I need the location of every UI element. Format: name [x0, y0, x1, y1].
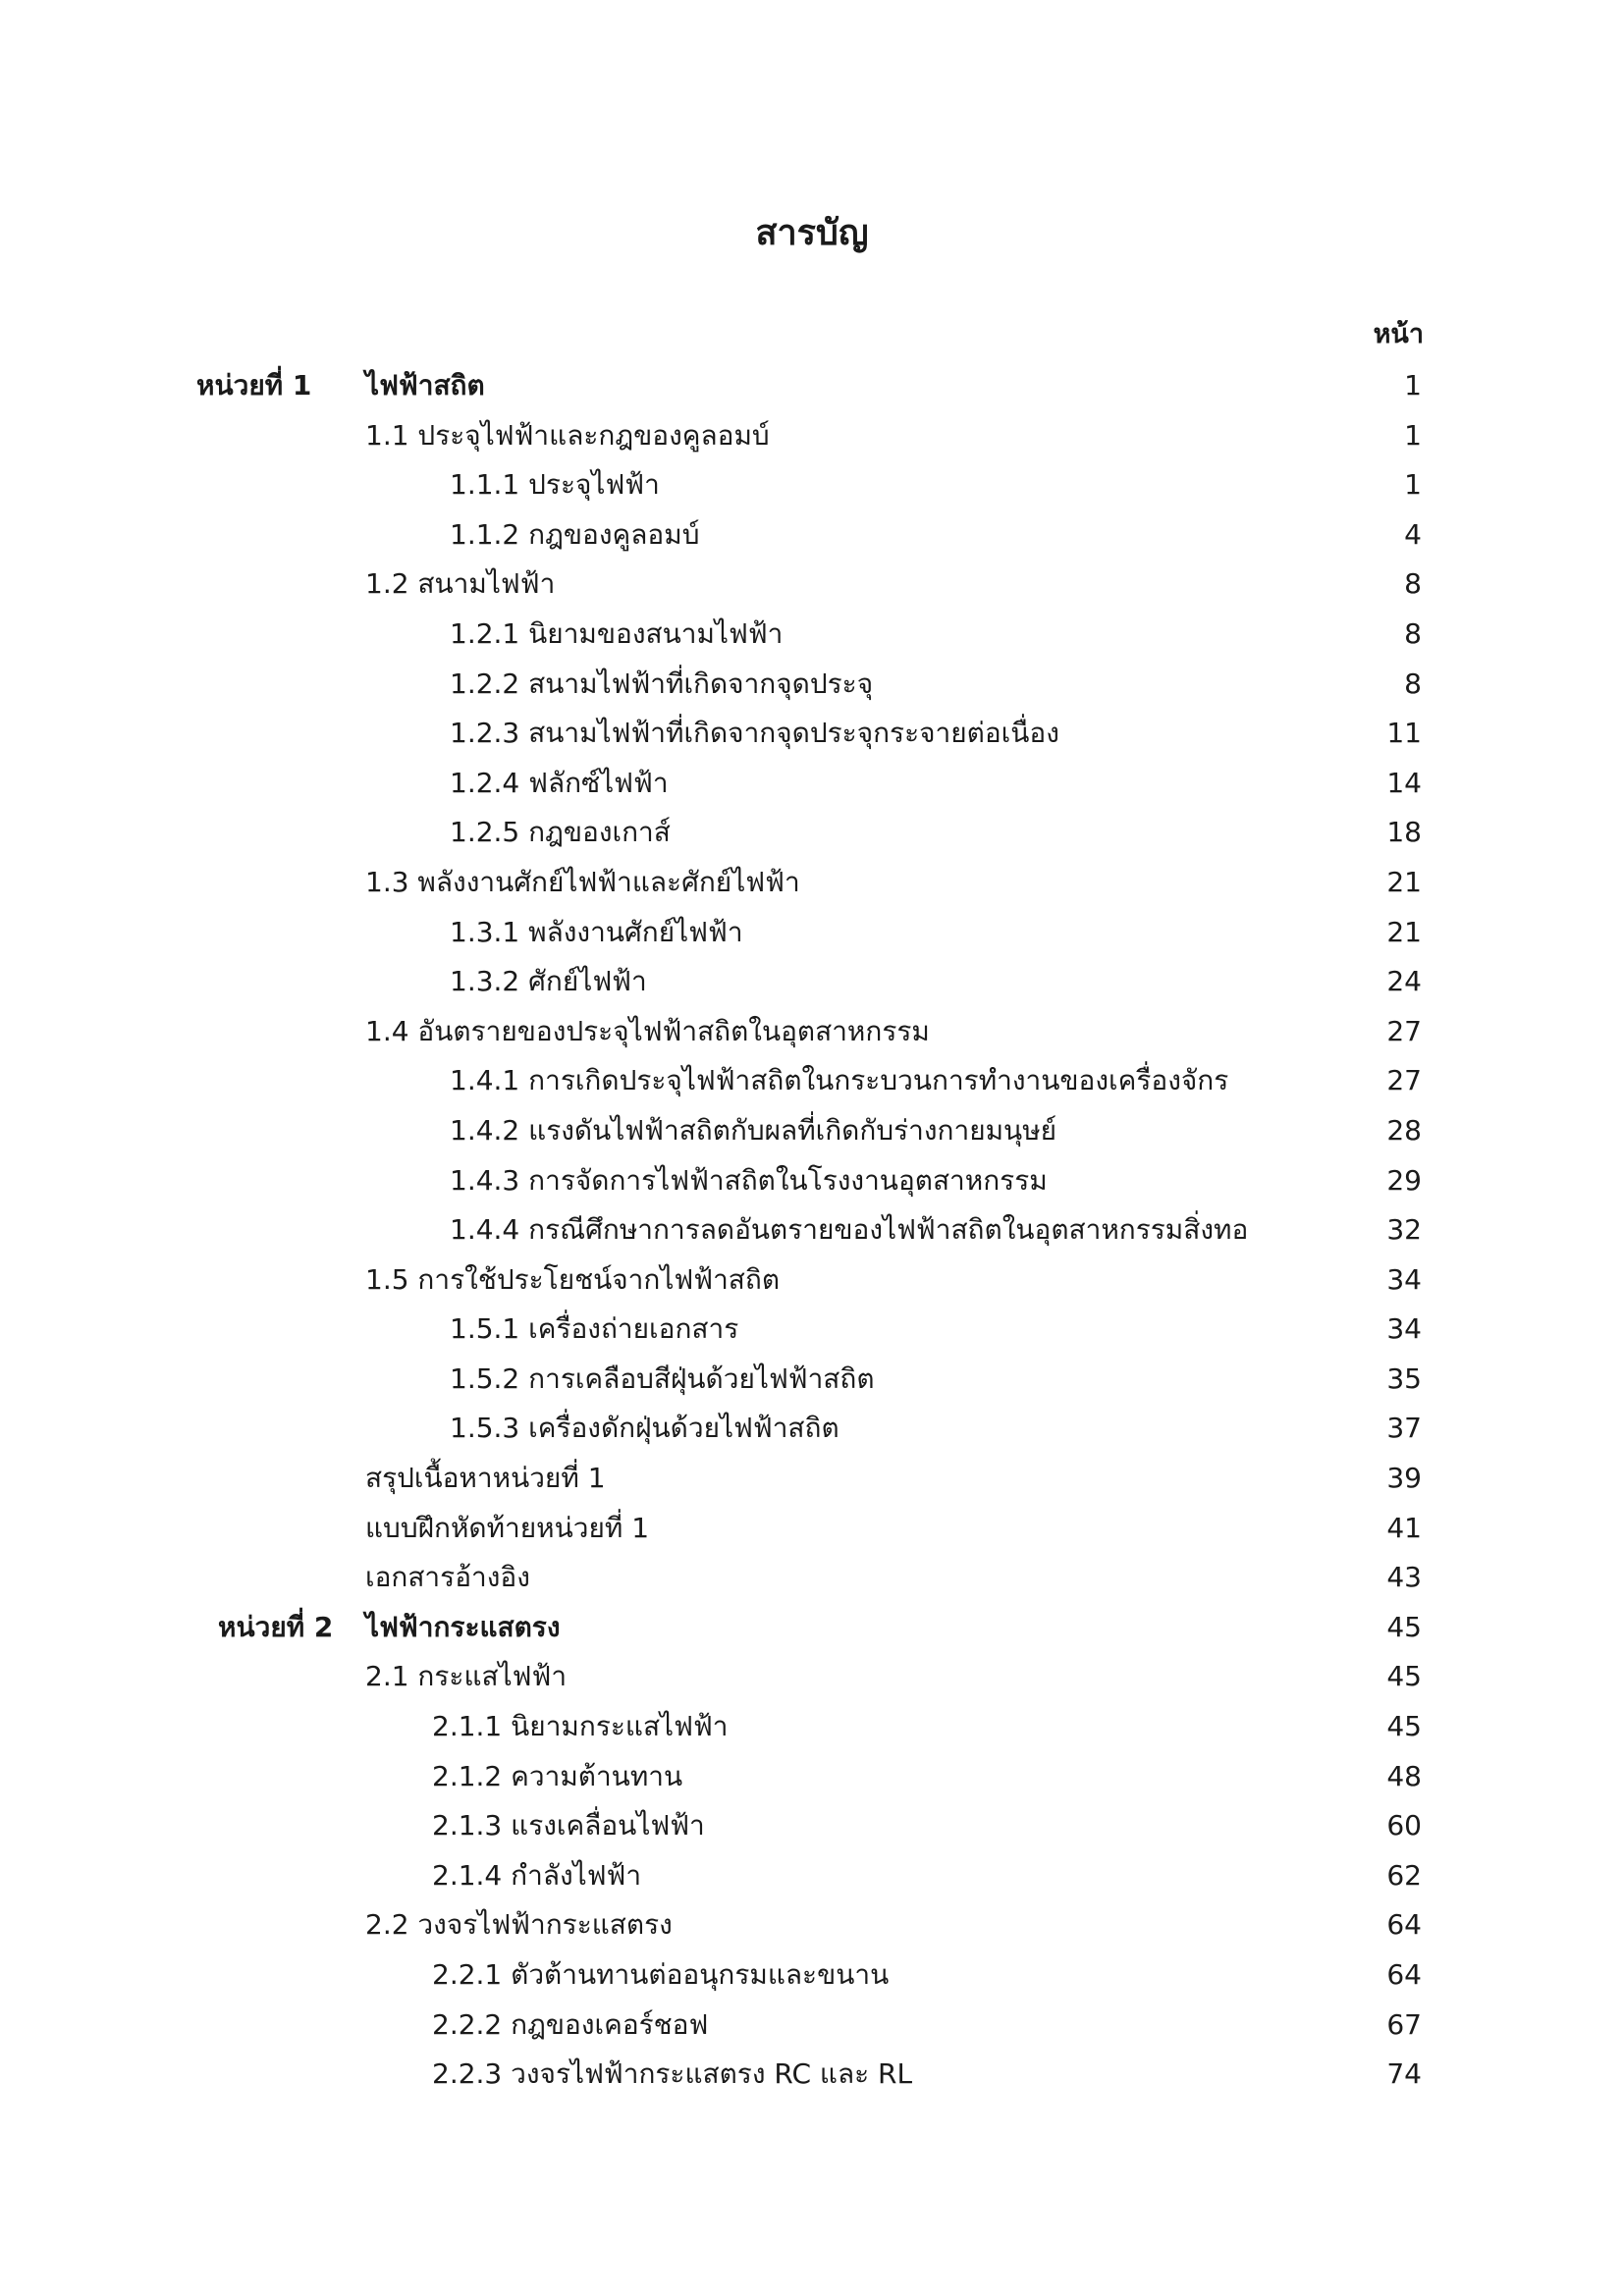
table-of-contents — [0, 361, 1624, 2100]
toc-entry-label: 1.2.1 นิยามของสนามไฟฟ้า — [450, 616, 784, 650]
toc-page-number: 8 — [1404, 567, 1422, 601]
toc-page-number: 28 — [1386, 1113, 1422, 1147]
toc-page-number: 45 — [1386, 1610, 1422, 1643]
toc-page-number: 1 — [1404, 418, 1422, 452]
toc-page-number: 4 — [1404, 517, 1422, 551]
toc-entry-row — [0, 2050, 1624, 2100]
toc-page-number: 21 — [1386, 865, 1422, 898]
toc-unit-number: หน่วยที่ 2 — [218, 1610, 334, 1643]
toc-entry-label: 1.5.2 การเคลือบสีฝุ่นด้วยไฟฟ้าสถิต — [450, 1362, 875, 1395]
toc-entry-row — [0, 1156, 1624, 1206]
toc-entry-row — [0, 1900, 1624, 1950]
toc-page-number: 62 — [1386, 1858, 1422, 1892]
toc-entry-label: 2.1.3 แรงเคลื่อนไฟฟ้า — [432, 1809, 705, 1842]
toc-entry-row — [0, 1752, 1624, 1802]
toc-entry-label: 1.1 ประจุไฟฟ้าและกฎของคูลอมบ์ — [365, 418, 770, 452]
toc-entry-label: สรุปเนื้อหาหน่วยที่ 1 — [365, 1462, 606, 1495]
toc-page-number: 24 — [1386, 965, 1422, 998]
toc-entry-label: 1.2 สนามไฟฟ้า — [365, 567, 556, 601]
toc-entry-label: 1.5 การใช้ประโยชน์จากไฟฟ้าสถิต — [365, 1262, 781, 1296]
toc-unit-row — [0, 1603, 1624, 1653]
toc-entry-row — [0, 759, 1624, 809]
toc-entry-label: 1.5.1 เครื่องถ่ายเอกสาร — [450, 1312, 739, 1346]
toc-entry-row — [0, 660, 1624, 710]
toc-page-number: 34 — [1386, 1262, 1422, 1296]
toc-page-number: 37 — [1386, 1412, 1422, 1445]
toc-page-number: 29 — [1386, 1163, 1422, 1197]
toc-entry-row — [0, 1355, 1624, 1405]
toc-entry-label: 2.1.2 ความต้านทาน — [432, 1759, 683, 1792]
toc-entry-label: 2.1 กระแสไฟฟ้า — [365, 1660, 568, 1693]
toc-entry-row — [0, 560, 1624, 610]
toc-page-number: 27 — [1386, 1014, 1422, 1047]
toc-entry-label: 1.3.1 พลังงานศักย์ไฟฟ้า — [450, 915, 743, 948]
toc-entry-row — [0, 1106, 1624, 1156]
toc-entry-label: 2.2.3 วงจรไฟฟ้ากระแสตรง RC และ RL — [432, 2057, 913, 2091]
toc-entry-label: 1.2.5 กฎของเกาส์ — [450, 816, 671, 849]
toc-entry-row — [0, 1652, 1624, 1702]
toc-entry-row — [0, 858, 1624, 908]
toc-page-number: 1 — [1404, 468, 1422, 502]
toc-page-number: 1 — [1404, 369, 1422, 401]
toc-entry-label: 1.3 พลังงานศักย์ไฟฟ้าและศักย์ไฟฟ้า — [365, 865, 800, 898]
toc-entry-label: 1.4.4 กรณีศึกษาการลดอันตรายของไฟฟ้าสถิตในอุตสาหกรรมสิ่งทอ — [450, 1213, 1249, 1247]
toc-unit-number: หน่วยที่ 1 — [196, 369, 312, 401]
toc-entry-row — [0, 1305, 1624, 1355]
toc-entry-label: 2.1.4 กำลังไฟฟ้า — [432, 1858, 642, 1892]
toc-entry-label: 2.1.1 นิยามกระแสไฟฟ้า — [432, 1710, 729, 1743]
page-column-header: หน้า — [1373, 319, 1424, 349]
toc-entry-row — [0, 2001, 1624, 2051]
toc-entry-row — [0, 510, 1624, 561]
page-title: สารบัญ — [755, 213, 869, 253]
toc-entry-row — [0, 1404, 1624, 1454]
toc-entry-row — [0, 411, 1624, 461]
toc-entry-row — [0, 1553, 1624, 1603]
toc-entry-row — [0, 957, 1624, 1007]
toc-page-number: 74 — [1386, 2057, 1422, 2091]
toc-entry-label: 1.4.1 การเกิดประจุไฟฟ้าสถิตในกระบวนการทำงานของเครื่องจักร — [450, 1064, 1229, 1097]
toc-page-number: 8 — [1404, 667, 1422, 700]
toc-page-number: 43 — [1386, 1561, 1422, 1594]
toc-entry-row — [0, 1801, 1624, 1851]
toc-entry-label: 1.3.2 ศักย์ไฟฟ้า — [450, 965, 647, 998]
toc-entry-label: 1.1.2 กฎของคูลอมบ์ — [450, 517, 700, 551]
toc-entry-label: 1.5.3 เครื่องดักฝุ่นด้วยไฟฟ้าสถิต — [450, 1412, 839, 1445]
toc-entry-row — [0, 1007, 1624, 1057]
toc-entry-row — [0, 1205, 1624, 1255]
toc-page-number: 11 — [1386, 717, 1422, 750]
toc-unit-row — [0, 361, 1624, 411]
toc-page-number: 48 — [1386, 1759, 1422, 1792]
toc-entry-row — [0, 1504, 1624, 1554]
toc-entry-label: 1.4.2 แรงดันไฟฟ้าสถิตกับผลที่เกิดกับร่างกายมนุษย์ — [450, 1113, 1057, 1147]
toc-entry-label: ไฟฟ้ากระแสตรง — [365, 1610, 561, 1643]
toc-entry-label: 2.2.1 ตัวต้านทานต่ออนุกรมและขนาน — [432, 1958, 890, 1991]
toc-entry-label: ไฟฟ้าสถิต — [365, 369, 485, 401]
toc-entry-row — [0, 908, 1624, 958]
toc-entry-row — [0, 1851, 1624, 1901]
toc-page-number: 35 — [1386, 1362, 1422, 1395]
toc-entry-row — [0, 1702, 1624, 1752]
toc-page-number: 64 — [1386, 1958, 1422, 1991]
toc-page-number: 32 — [1386, 1213, 1422, 1247]
toc-page-number: 41 — [1386, 1511, 1422, 1544]
toc-entry-label: 1.2.3 สนามไฟฟ้าที่เกิดจากจุดประจุกระจายต่อเนื่อง — [450, 717, 1059, 750]
toc-page-number: 34 — [1386, 1312, 1422, 1346]
toc-page-number: 21 — [1386, 915, 1422, 948]
toc-entry-label: 1.4 อันตรายของประจุไฟฟ้าสถิตในอุตสาหกรรม — [365, 1014, 930, 1047]
toc-entry-label: 2.2 วงจรไฟฟ้ากระแสตรง — [365, 1908, 673, 1942]
toc-entry-label: 1.4.3 การจัดการไฟฟ้าสถิตในโรงงานอุตสาหกรรม — [450, 1163, 1048, 1197]
toc-entry-row — [0, 1454, 1624, 1504]
toc-entry-label: แบบฝึกหัดท้ายหน่วยที่ 1 — [365, 1511, 650, 1544]
toc-entry-row — [0, 1255, 1624, 1306]
toc-page-number: 39 — [1386, 1462, 1422, 1495]
toc-entry-row — [0, 610, 1624, 660]
toc-entry-label: เอกสารอ้างอิง — [365, 1561, 530, 1594]
toc-page-number: 60 — [1386, 1809, 1422, 1842]
toc-entry-row — [0, 808, 1624, 858]
toc-entry-row — [0, 1950, 1624, 2001]
toc-entry-row — [0, 460, 1624, 510]
toc-entry-label: 1.1.1 ประจุไฟฟ้า — [450, 468, 660, 502]
toc-page-number: 64 — [1386, 1908, 1422, 1942]
toc-page-number: 18 — [1386, 816, 1422, 849]
toc-entry-label: 2.2.2 กฎของเคอร์ชอฟ — [432, 2007, 709, 2041]
toc-entry-row — [0, 1056, 1624, 1106]
toc-entry-row — [0, 709, 1624, 759]
toc-page-number: 27 — [1386, 1064, 1422, 1097]
toc-entry-label: 1.2.4 ฟลักซ์ไฟฟ้า — [450, 766, 669, 799]
toc-page-number: 45 — [1386, 1660, 1422, 1693]
toc-page-number: 14 — [1386, 766, 1422, 799]
toc-page-number: 8 — [1404, 616, 1422, 650]
toc-page-number: 45 — [1386, 1710, 1422, 1743]
toc-entry-label: 1.2.2 สนามไฟฟ้าที่เกิดจากจุดประจุ — [450, 667, 874, 700]
toc-page-number: 67 — [1386, 2007, 1422, 2041]
